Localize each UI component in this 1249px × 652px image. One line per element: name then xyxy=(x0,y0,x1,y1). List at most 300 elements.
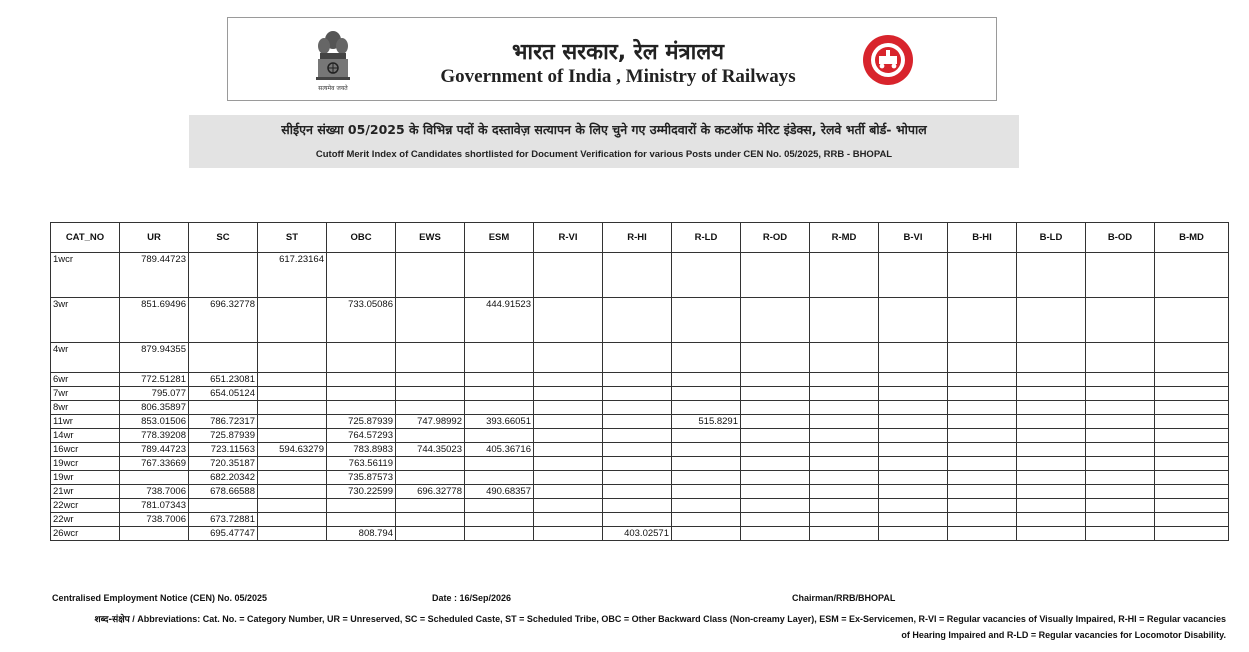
table-row xyxy=(51,298,1229,343)
cutoff-cell xyxy=(1017,401,1086,415)
cutoff-cell xyxy=(603,373,672,387)
category-cell: 6wr xyxy=(51,373,120,387)
table-row xyxy=(51,253,1229,298)
category-cell: 7wr xyxy=(51,387,120,401)
cutoff-cell xyxy=(258,401,327,415)
cutoff-cell xyxy=(1017,343,1086,373)
cutoff-cell: 725.87939 xyxy=(189,429,258,443)
cutoff-cell xyxy=(258,415,327,429)
cutoff-cell xyxy=(465,513,534,527)
cutoff-cell: 744.35023 xyxy=(396,443,465,457)
cutoff-cell xyxy=(189,343,258,373)
cutoff-cell xyxy=(810,387,879,401)
subheading-english: Cutoff Merit Index of Candidates shortlisted for Document Verification for various Posts under CEN No. 05/2025, RRB - BHOPAL xyxy=(315,149,893,160)
column-header: EWS xyxy=(396,223,465,253)
cutoff-cell xyxy=(396,499,465,513)
cutoff-cell xyxy=(741,513,810,527)
cutoff-cell xyxy=(189,499,258,513)
table-row xyxy=(51,485,1229,499)
cutoff-cell xyxy=(1017,485,1086,499)
cutoff-cell xyxy=(879,415,948,429)
cutoff-cell xyxy=(948,457,1017,471)
table-row xyxy=(51,387,1229,401)
cutoff-cell xyxy=(534,527,603,541)
category-cell: 19wr xyxy=(51,471,120,485)
cutoff-cell xyxy=(258,499,327,513)
cutoff-cell xyxy=(672,253,741,298)
category-cell: 19wcr xyxy=(51,457,120,471)
cutoff-cell xyxy=(465,499,534,513)
cutoff-cell xyxy=(879,527,948,541)
cutoff-cell: 738.7006 xyxy=(120,513,189,527)
cutoff-cell xyxy=(603,253,672,298)
category-cell: 8wr xyxy=(51,401,120,415)
table-row xyxy=(51,343,1229,373)
column-header: ESM xyxy=(465,223,534,253)
cutoff-cell: 651.23081 xyxy=(189,373,258,387)
cutoff-cell: 763.56119 xyxy=(327,457,396,471)
cutoff-cell xyxy=(810,298,879,343)
cutoff-cell xyxy=(465,457,534,471)
cutoff-cell xyxy=(810,443,879,457)
cutoff-cell xyxy=(603,429,672,443)
cutoff-cell xyxy=(258,471,327,485)
cutoff-cell xyxy=(741,485,810,499)
railways-logo-icon xyxy=(862,34,914,86)
cutoff-cell xyxy=(1017,373,1086,387)
cutoff-cell xyxy=(534,485,603,499)
cutoff-cell xyxy=(672,485,741,499)
cutoff-cell xyxy=(1086,415,1155,429)
cutoff-cell xyxy=(741,457,810,471)
cutoff-cell xyxy=(1155,298,1229,343)
cutoff-cell xyxy=(741,499,810,513)
cutoff-cell xyxy=(879,485,948,499)
cutoff-cell xyxy=(1155,415,1229,429)
category-cell: 22wcr xyxy=(51,499,120,513)
cutoff-cell xyxy=(603,401,672,415)
cutoff-cell xyxy=(534,373,603,387)
cutoff-cell xyxy=(1017,513,1086,527)
column-header: B-OD xyxy=(1086,223,1155,253)
cutoff-cell xyxy=(465,401,534,415)
publish-date: Date : 16/Sep/2026 xyxy=(432,593,512,603)
cutoff-cell xyxy=(672,499,741,513)
abbreviations-label-hindi: शब्द-संक्षेप xyxy=(94,615,130,625)
cutoff-cell xyxy=(534,457,603,471)
cutoff-cell xyxy=(1155,373,1229,387)
cutoff-cell xyxy=(1155,513,1229,527)
cutoff-cell: 795.077 xyxy=(120,387,189,401)
cutoff-cell xyxy=(879,298,948,343)
cutoff-cell xyxy=(1155,253,1229,298)
cutoff-cell xyxy=(396,513,465,527)
cutoff-cell xyxy=(603,443,672,457)
cutoff-cell xyxy=(948,415,1017,429)
cutoff-cell xyxy=(396,373,465,387)
cutoff-cell xyxy=(1086,373,1155,387)
cutoff-cell: 767.33669 xyxy=(120,457,189,471)
cutoff-cell xyxy=(672,513,741,527)
cutoff-cell xyxy=(1155,457,1229,471)
abbreviations-line-2: of Hearing Impaired and R-LD = Regular vacancies for Locomotor Disability. xyxy=(901,630,1226,640)
cutoff-cell xyxy=(1017,499,1086,513)
cutoff-cell: 772.51281 xyxy=(120,373,189,387)
cutoff-cell xyxy=(1155,471,1229,485)
cutoff-cell xyxy=(465,253,534,298)
cutoff-cell xyxy=(810,457,879,471)
cutoff-cell xyxy=(948,253,1017,298)
cutoff-cell xyxy=(879,387,948,401)
cutoff-cell xyxy=(1086,457,1155,471)
column-header: R-VI xyxy=(534,223,603,253)
cutoff-cell xyxy=(603,343,672,373)
cutoff-cell: 673.72881 xyxy=(189,513,258,527)
notice-subheading xyxy=(189,115,1019,168)
cutoff-cell xyxy=(741,298,810,343)
abbreviations-note xyxy=(52,612,1226,643)
column-header: CAT_NO xyxy=(51,223,120,253)
cutoff-cell xyxy=(465,527,534,541)
emblem-caption: सत्यमेव जयते xyxy=(318,85,348,92)
cutoff-cell xyxy=(948,443,1017,457)
cutoff-cell xyxy=(258,457,327,471)
category-cell: 14wr xyxy=(51,429,120,443)
cutoff-cell: 393.66051 xyxy=(465,415,534,429)
cutoff-cell xyxy=(672,373,741,387)
cutoff-cell: 490.68357 xyxy=(465,485,534,499)
cutoff-cell: 594.63279 xyxy=(258,443,327,457)
cutoff-cell xyxy=(948,343,1017,373)
cutoff-cell xyxy=(534,343,603,373)
table-row xyxy=(51,471,1229,485)
cutoff-cell xyxy=(810,485,879,499)
cutoff-cell xyxy=(1155,499,1229,513)
column-header: B-VI xyxy=(879,223,948,253)
national-emblem-icon xyxy=(312,26,354,94)
cutoff-cell xyxy=(1017,429,1086,443)
cutoff-cell xyxy=(1086,343,1155,373)
cutoff-cell xyxy=(534,429,603,443)
table-row xyxy=(51,373,1229,387)
cutoff-cell xyxy=(672,471,741,485)
header-title-english: Government of India , Ministry of Railways xyxy=(440,66,796,87)
cutoff-cell xyxy=(534,499,603,513)
cutoff-cell xyxy=(534,471,603,485)
cutoff-cell xyxy=(465,343,534,373)
table-row xyxy=(51,527,1229,541)
column-header: R-HI xyxy=(603,223,672,253)
cutoff-cell xyxy=(1017,457,1086,471)
cutoff-cell xyxy=(327,373,396,387)
cutoff-cell xyxy=(1086,401,1155,415)
cutoff-cell xyxy=(948,387,1017,401)
column-header: OBC xyxy=(327,223,396,253)
cutoff-cell xyxy=(879,443,948,457)
column-header: UR xyxy=(120,223,189,253)
cutoff-cell: 444.91523 xyxy=(465,298,534,343)
cen-notice-number: Centralised Employment Notice (CEN) No. 05/2025 xyxy=(52,593,268,603)
abbreviations-line-1: / Abbreviations: Cat. No. = Category Number, UR = Unreserved, SC = Scheduled Caste, ST = Scheduled Tribe, OBC = Other Backward Class (Non-creamy Layer), ESM = Ex-Servicemen, R-VI = Regular vacancies of Visually Impaired, R-HI = Regular vacancies xyxy=(129,614,1226,624)
cutoff-cell xyxy=(327,499,396,513)
cutoff-cell xyxy=(396,387,465,401)
cutoff-cell xyxy=(948,471,1017,485)
category-cell: 11wr xyxy=(51,415,120,429)
table-row xyxy=(51,457,1229,471)
cutoff-cell xyxy=(534,253,603,298)
cutoff-cell xyxy=(396,527,465,541)
cutoff-cell: 720.35187 xyxy=(189,457,258,471)
cutoff-cell xyxy=(1155,387,1229,401)
cutoff-cell: 778.39208 xyxy=(120,429,189,443)
cutoff-cell: 789.44723 xyxy=(120,253,189,298)
cutoff-cell: 735.87573 xyxy=(327,471,396,485)
cutoff-cell xyxy=(810,513,879,527)
cutoff-cell xyxy=(465,429,534,443)
cutoff-cell xyxy=(603,513,672,527)
cutoff-cell xyxy=(672,457,741,471)
cutoff-cell: 725.87939 xyxy=(327,415,396,429)
cutoff-cell xyxy=(810,343,879,373)
cutoff-cell xyxy=(534,298,603,343)
cutoff-cell xyxy=(603,298,672,343)
cutoff-cell xyxy=(948,485,1017,499)
cutoff-cell xyxy=(810,401,879,415)
cutoff-cell xyxy=(810,471,879,485)
column-header: ST xyxy=(258,223,327,253)
cutoff-cell xyxy=(603,457,672,471)
cutoff-cell xyxy=(1155,429,1229,443)
cutoff-cell xyxy=(672,443,741,457)
cutoff-cell xyxy=(741,415,810,429)
cutoff-cell xyxy=(327,253,396,298)
cutoff-cell xyxy=(534,415,603,429)
category-cell: 26wcr xyxy=(51,527,120,541)
cutoff-cell xyxy=(810,527,879,541)
cutoff-cell xyxy=(1086,387,1155,401)
cutoff-cell xyxy=(396,457,465,471)
cutoff-cell xyxy=(879,429,948,443)
cutoff-cell xyxy=(1086,298,1155,343)
cutoff-cell xyxy=(258,527,327,541)
cutoff-cell xyxy=(396,429,465,443)
category-cell: 3wr xyxy=(51,298,120,343)
cutoff-cell xyxy=(534,387,603,401)
cutoff-cell xyxy=(258,373,327,387)
cutoff-cell xyxy=(396,343,465,373)
column-header: SC xyxy=(189,223,258,253)
table-row xyxy=(51,513,1229,527)
cutoff-cell xyxy=(1086,513,1155,527)
cutoff-cell: 738.7006 xyxy=(120,485,189,499)
cutoff-cell xyxy=(120,471,189,485)
cutoff-cell: 405.36716 xyxy=(465,443,534,457)
column-header: B-HI xyxy=(948,223,1017,253)
cutoff-cell xyxy=(396,471,465,485)
cutoff-cell xyxy=(1086,253,1155,298)
cutoff-cell xyxy=(534,443,603,457)
cutoff-cell xyxy=(948,298,1017,343)
cutoff-cell xyxy=(879,471,948,485)
cutoff-cell xyxy=(948,527,1017,541)
cutoff-cell xyxy=(327,401,396,415)
table-row xyxy=(51,443,1229,457)
cutoff-cell xyxy=(672,343,741,373)
cutoff-cell: 853.01506 xyxy=(120,415,189,429)
cutoff-cell xyxy=(879,401,948,415)
column-header: B-LD xyxy=(1017,223,1086,253)
cutoff-cell xyxy=(948,513,1017,527)
cutoff-cell xyxy=(327,387,396,401)
cutoff-cell: 730.22599 xyxy=(327,485,396,499)
cutoff-cell xyxy=(603,499,672,513)
cutoff-cell: 789.44723 xyxy=(120,443,189,457)
cutoff-cell xyxy=(810,253,879,298)
cutoff-cell xyxy=(189,253,258,298)
column-header: R-MD xyxy=(810,223,879,253)
cutoff-cell xyxy=(1086,485,1155,499)
cutoff-cell xyxy=(1017,471,1086,485)
category-cell: 21wr xyxy=(51,485,120,499)
cutoff-cell xyxy=(1017,443,1086,457)
cutoff-cell xyxy=(603,387,672,401)
cutoff-cell xyxy=(1155,401,1229,415)
cutoff-cell xyxy=(465,387,534,401)
cutoff-cell xyxy=(741,527,810,541)
cutoff-cell xyxy=(189,401,258,415)
table-header-row xyxy=(51,223,1229,253)
cutoff-cell xyxy=(534,401,603,415)
cutoff-cell xyxy=(741,253,810,298)
cutoff-cell xyxy=(879,343,948,373)
cutoff-cell xyxy=(879,457,948,471)
cutoff-cell xyxy=(258,343,327,373)
cutoff-cell xyxy=(1086,443,1155,457)
cutoff-cell xyxy=(810,415,879,429)
cutoff-cell xyxy=(672,401,741,415)
cutoff-cell xyxy=(258,298,327,343)
cutoff-cell xyxy=(672,387,741,401)
table-row xyxy=(51,429,1229,443)
cutoff-cell xyxy=(258,485,327,499)
cutoff-cell xyxy=(741,429,810,443)
cutoff-merit-table xyxy=(50,222,1229,541)
cutoff-cell xyxy=(1086,471,1155,485)
cutoff-cell xyxy=(741,471,810,485)
subheading-hindi: सीईएन संख्या 05/2025 के विभिन्न पदों के दस्तावेज़ सत्यापन के लिए चुने गए उम्मीदवारों के कटऑफ मेरिट इंडेक्स, रेलवे भर्ती बोर्ड- भोपाल xyxy=(281,122,927,137)
cutoff-cell: 786.72317 xyxy=(189,415,258,429)
category-cell: 4wr xyxy=(51,343,120,373)
category-cell: 22wr xyxy=(51,513,120,527)
cutoff-cell xyxy=(1086,527,1155,541)
table-body xyxy=(51,253,1229,541)
cutoff-cell xyxy=(948,373,1017,387)
table-row xyxy=(51,499,1229,513)
cutoff-cell xyxy=(1086,499,1155,513)
cutoff-cell xyxy=(120,527,189,541)
cutoff-cell xyxy=(672,527,741,541)
cutoff-cell xyxy=(879,499,948,513)
cutoff-cell: 682.20342 xyxy=(189,471,258,485)
cutoff-cell: 696.32778 xyxy=(396,485,465,499)
cutoff-cell xyxy=(948,499,1017,513)
cutoff-cell: 515.8291 xyxy=(672,415,741,429)
table-row xyxy=(51,415,1229,429)
column-header: B-MD xyxy=(1155,223,1229,253)
cutoff-cell: 764.57293 xyxy=(327,429,396,443)
cutoff-cell xyxy=(1155,485,1229,499)
column-header: R-OD xyxy=(741,223,810,253)
cutoff-cell xyxy=(396,401,465,415)
cutoff-cell xyxy=(810,373,879,387)
cutoff-cell xyxy=(258,387,327,401)
category-cell: 1wcr xyxy=(51,253,120,298)
cutoff-cell xyxy=(741,373,810,387)
cutoff-cell xyxy=(1017,387,1086,401)
cutoff-cell xyxy=(1017,415,1086,429)
cutoff-cell xyxy=(741,443,810,457)
cutoff-cell xyxy=(879,513,948,527)
cutoff-cell: 806.35897 xyxy=(120,401,189,415)
cutoff-cell: 733.05086 xyxy=(327,298,396,343)
cutoff-cell: 879.94355 xyxy=(120,343,189,373)
cutoff-cell: 696.32778 xyxy=(189,298,258,343)
cutoff-cell xyxy=(534,513,603,527)
cutoff-cell xyxy=(810,499,879,513)
category-cell: 16wcr xyxy=(51,443,120,457)
cutoff-cell xyxy=(879,253,948,298)
cutoff-cell: 403.02571 xyxy=(603,527,672,541)
cutoff-cell xyxy=(741,401,810,415)
cutoff-cell xyxy=(948,429,1017,443)
cutoff-cell xyxy=(327,343,396,373)
cutoff-cell: 678.66588 xyxy=(189,485,258,499)
table-row xyxy=(51,401,1229,415)
cutoff-cell xyxy=(1017,527,1086,541)
header-title-hindi: भारत सरकार, रेल मंत्रालय xyxy=(511,40,725,65)
cutoff-cell xyxy=(1017,298,1086,343)
cutoff-cell xyxy=(1017,253,1086,298)
cutoff-cell xyxy=(1086,429,1155,443)
cutoff-cell xyxy=(465,373,534,387)
cutoff-cell xyxy=(396,253,465,298)
cutoff-cell: 808.794 xyxy=(327,527,396,541)
cutoff-cell xyxy=(603,471,672,485)
cutoff-cell xyxy=(1155,527,1229,541)
cutoff-cell xyxy=(672,298,741,343)
cutoff-cell xyxy=(948,401,1017,415)
cutoff-cell xyxy=(1155,443,1229,457)
cutoff-cell xyxy=(741,343,810,373)
cutoff-cell xyxy=(258,429,327,443)
cutoff-cell xyxy=(741,387,810,401)
cutoff-cell: 783.8983 xyxy=(327,443,396,457)
cutoff-cell: 695.47747 xyxy=(189,527,258,541)
cutoff-cell xyxy=(603,485,672,499)
letterhead xyxy=(227,17,997,101)
cutoff-cell: 723.11563 xyxy=(189,443,258,457)
cutoff-cell xyxy=(396,298,465,343)
cutoff-cell: 617.23164 xyxy=(258,253,327,298)
cutoff-cell xyxy=(258,513,327,527)
cutoff-cell xyxy=(465,471,534,485)
cutoff-cell xyxy=(810,429,879,443)
column-header: R-LD xyxy=(672,223,741,253)
signatory: Chairman/RRB/BHOPAL xyxy=(792,593,896,603)
cutoff-cell xyxy=(327,513,396,527)
cutoff-cell xyxy=(672,429,741,443)
cutoff-cell xyxy=(879,373,948,387)
